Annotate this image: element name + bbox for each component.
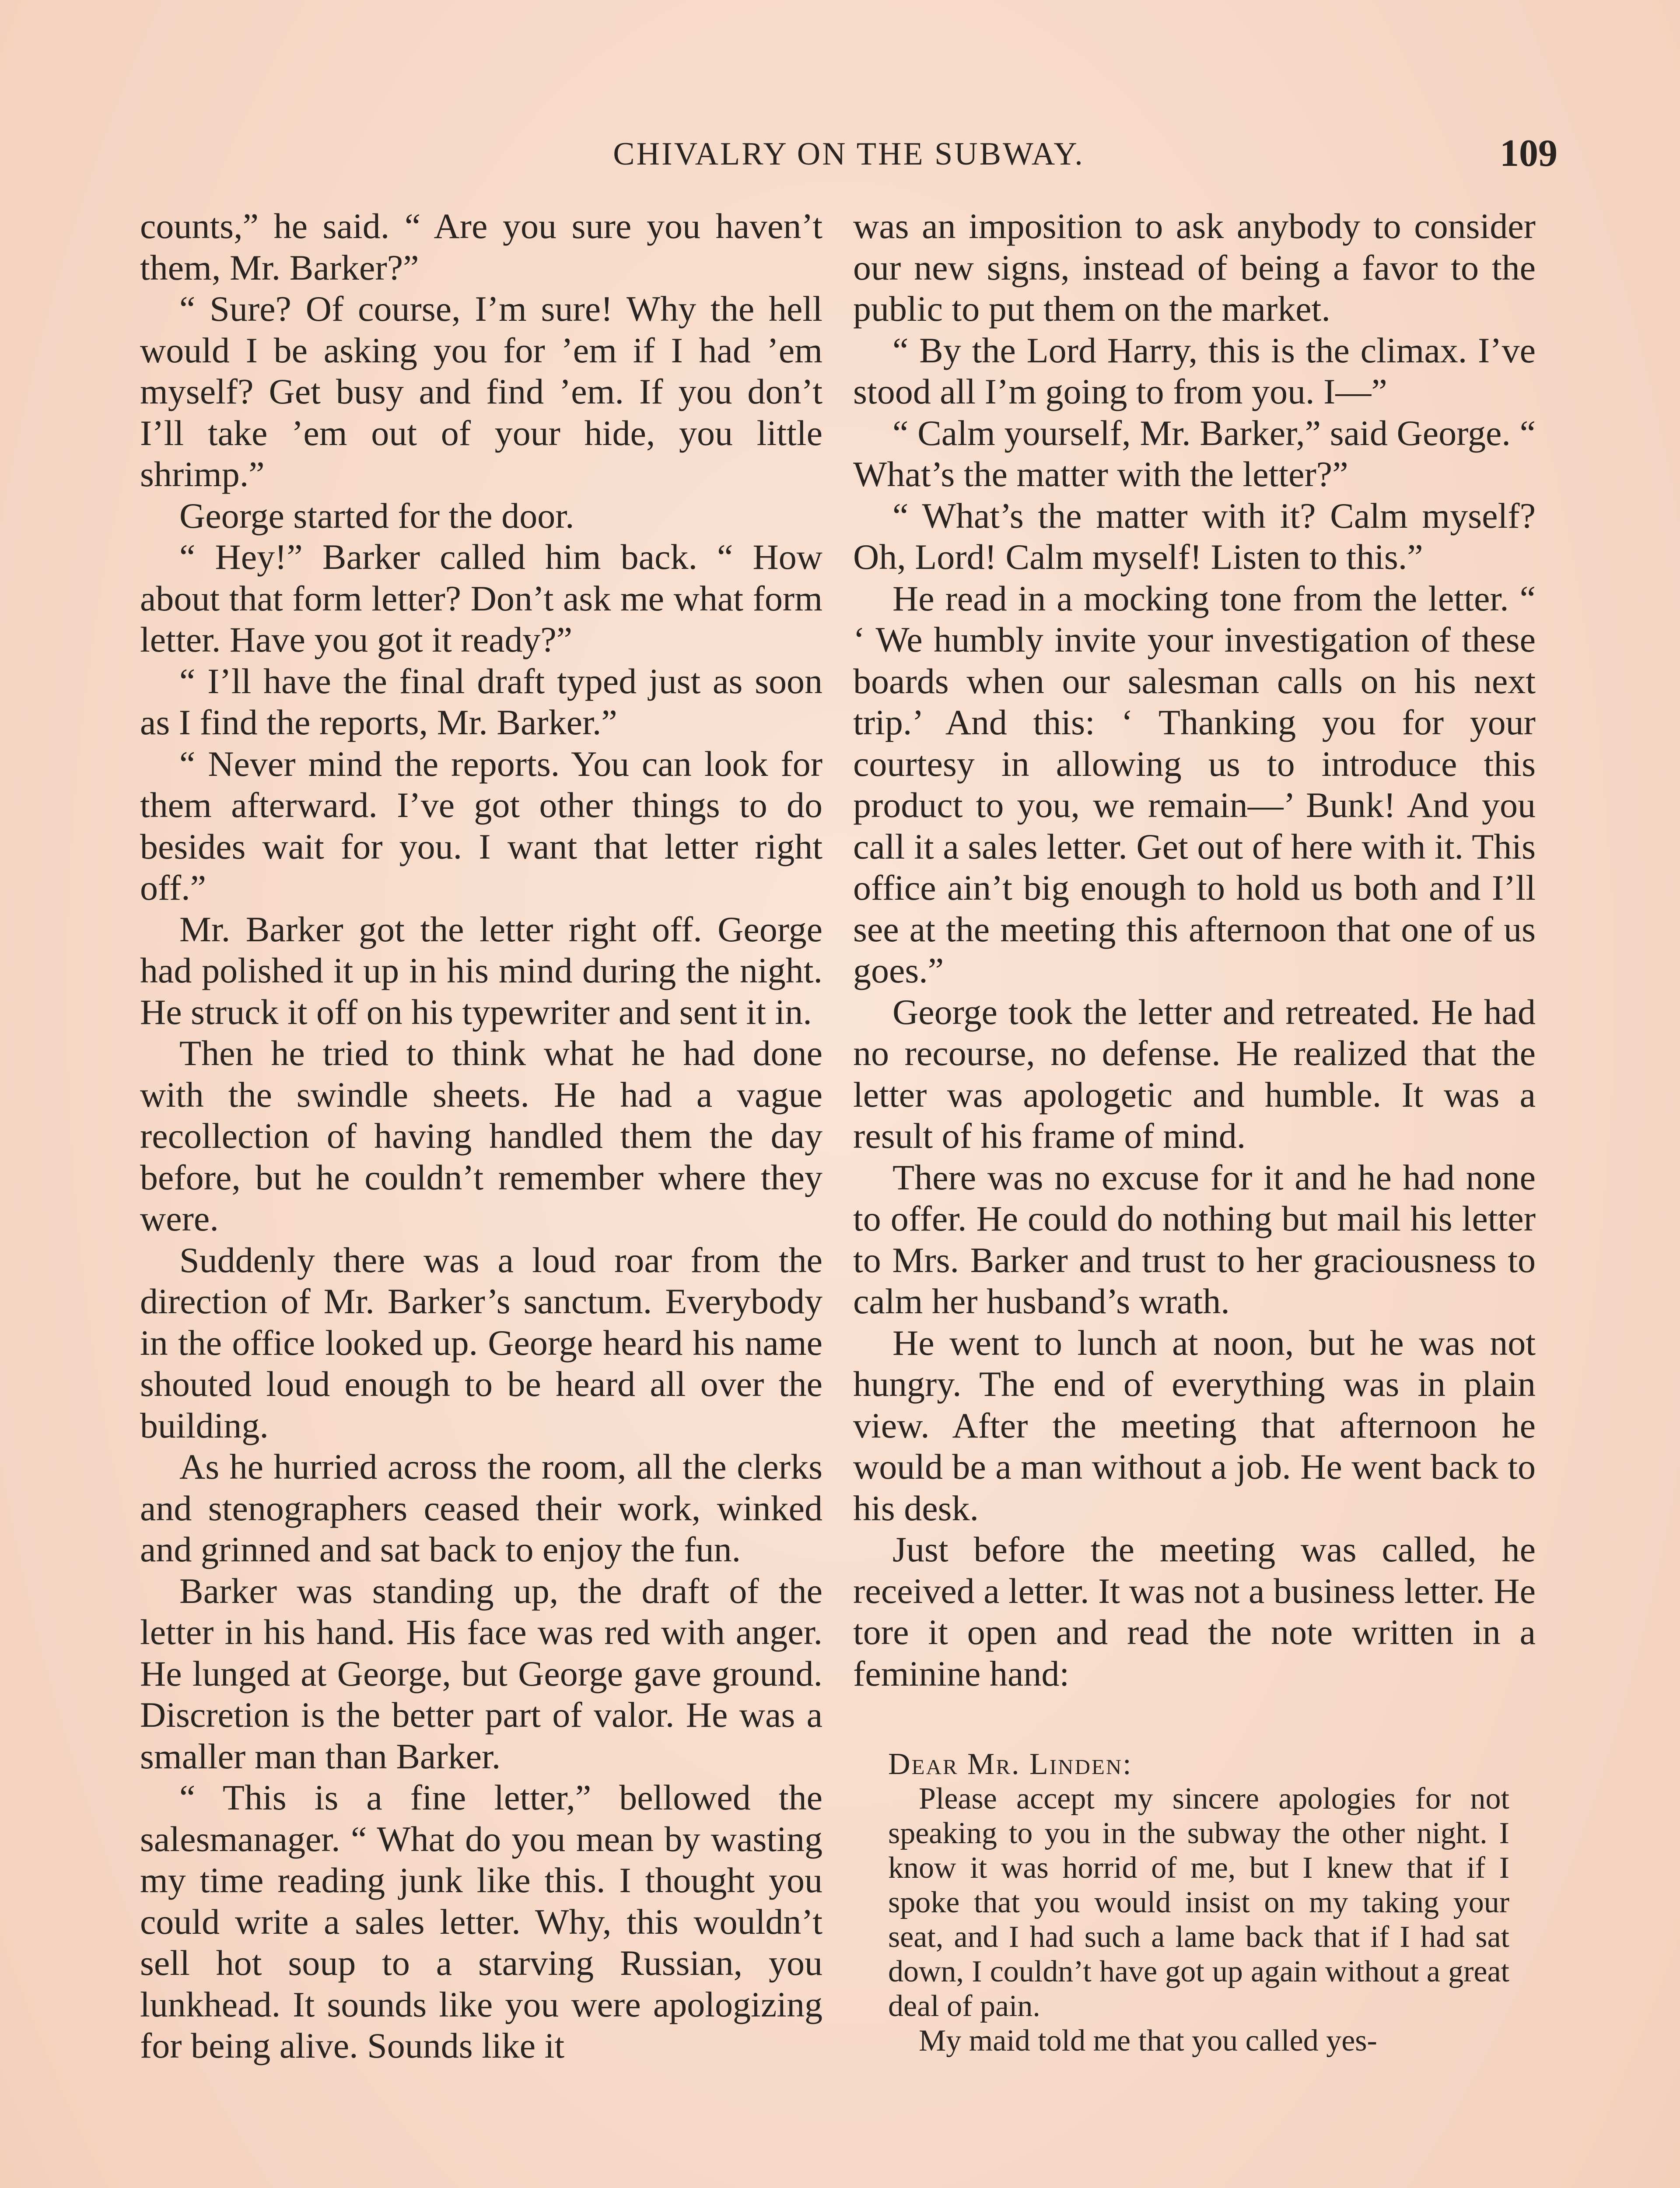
running-title: CHIVALRY ON THE SUBWAY. [613,136,1085,172]
paragraph: Suddenly there was a loud roar from the direction of Mr. Barker’s sanctum. Everybody in the office looked up. George heard his name shouted loud enough to be heard all over the building. [140,1240,822,1445]
paragraph: Mr. Barker got the letter right off. George had polished it up in his mind during the night. He struck it off on his typewriter and sent it in. [140,909,822,1032]
paragraph: “ Hey!” Barker called him back. “ How about that form letter? Don’t ask me what form letter. Have you got it ready?” [140,537,822,659]
paragraph: George started for the door. [179,495,574,536]
paragraph: “ Calm yourself, Mr. Barker,” said George. “ What’s the matter with the letter?” [853,413,1536,494]
paragraph: Barker was standing up, the draft of the letter in his hand. His face was red with anger. He lunged at George, but George gave ground. Discretion is the better part of valor. He was a smaller man than Barker. [140,1571,822,1776]
paragraph: “ This is a fine letter,” bellowed the salesmanager. “ What do you mean by wasting my time reading junk like this. I thought you could write a sales letter. Why, this wouldn’t sell hot soup to a starving Russian, you lunkhead. It sounds like you were apologizing for being alive. Sounds like it [140,1778,822,2065]
letter-paragraph: My maid told me that you called yes- [919,2024,1377,2058]
left-column [140,206,822,2067]
page-number: 109 [1500,132,1558,175]
paragraph: “ I’ll have the final draft typed just as soon as I find the reports, Mr. Barker.” [140,661,822,742]
paragraph: “ Never mind the reports. You can look for them afterward. I’ve got other things to do besides wait for you. I want that letter right off.” [140,743,822,908]
page-header [140,131,1558,184]
paragraph: He went to lunch at noon, but he was not hungry. The end of everything was in plain view. After the meeting that afternoon he would be a man without a job. He went back to his desk. [853,1322,1536,1528]
paragraph: “ Sure? Of course, I’m sure! Why the hell would I be asking you for ’em if I had ’em myself? Get busy and find ’em. If you don’t I’ll take ’em out of your hide, you little shrimp.” [140,289,822,494]
paragraph: There was no excuse for it and he had none to offer. He could do nothing but mail his letter to Mrs. Barker and trust to her graciousness to calm her husband’s wrath. [853,1157,1536,1321]
right-column [853,206,1536,2058]
paragraph: Just before the meeting was called, he received a letter. It was not a business letter. He tore it open and read the note written in a feminine hand: [853,1529,1536,1694]
paragraph: He read in a mocking tone from the letter. “ ‘ We humbly invite your investigation of these boards when our salesman calls on his next trip.’ And this: ‘ Thanking you for your courtesy in allowing us to introduce this product to you, we remain—’ Bunk! And you call it a sales letter. Get out of here with it. This office ain’t big enough to hold us both and I’ll see at the meeting this afternoon that one of us goes.” [853,578,1536,990]
paragraph: George took the letter and retreated. He had no recourse, no defense. He realized that the letter was apologetic and humble. It was a result of his frame of mind. [853,992,1536,1156]
paragraph: “ By the Lord Harry, this is the climax. I’ve stood all I’m going to from you. I—” [853,330,1536,411]
paragraph: Then he tried to think what he had done with the swindle sheets. He had a vague recollection of having handled them the day before, but he couldn’t remember where they were. [140,1033,822,1238]
paragraph: As he hurried across the room, all the clerks and stenographers ceased their work, winked and grinned and sat back to enjoy the fun. [140,1447,822,1569]
paragraph: was an imposition to ask anybody to consider our new signs, instead of being a favor to the public to put them on the market. [853,206,1536,329]
paragraph: “ What’s the matter with it? Calm myself? Oh, Lord! Calm myself! Listen to this.” [853,495,1536,577]
letter-paragraph: Please accept my sincere apologies for not speaking to you in the subway the other night. I know it was horrid of me, but I knew that if I spoke that you would insist on my taking your seat, and I had such a lame back that if I had sat down, I couldn’t have got up again without a great deal of pain. [888,1782,1509,2023]
paragraph: counts,” he said. “ Are you sure you haven’t them, Mr. Barker?” [140,206,822,288]
letter-salutation: Dear Mr. Linden: [888,1747,1133,1781]
quoted-letter [853,1747,1536,2058]
